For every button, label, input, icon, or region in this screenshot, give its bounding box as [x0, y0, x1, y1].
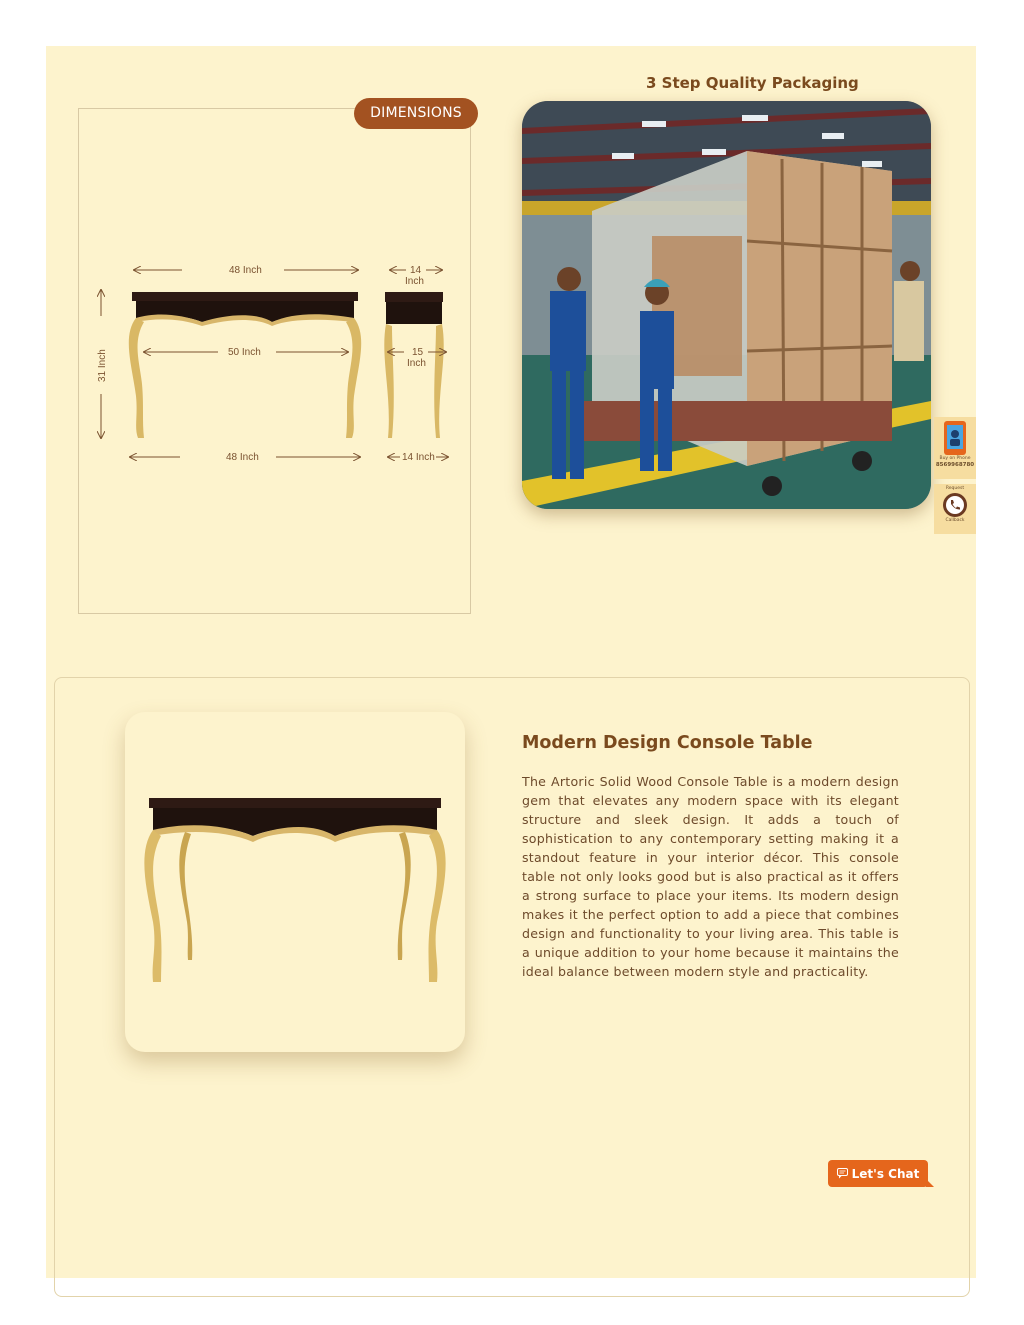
callback-bottom-label: Callback	[945, 518, 965, 523]
product-image	[125, 712, 465, 1052]
buy-on-phone-widget[interactable]	[934, 417, 976, 479]
product-description: The Artoric Solid Wood Console Table is a modern design gem that elevates any modern space with its elegant structure and sleek design. It adds a touch of sophistication to any contemporary setting making it a standout feature in your interior décor. This console table not only looks good but is also practical as it offers a strong surface to place your items. Its modern design makes it the perfect option to add a piece that combines design and functionality to your living area. This table is a unique addition to your home because it maintains the ideal balance between modern style and practicality.	[522, 774, 899, 979]
packaging-photo	[522, 101, 931, 509]
dimensions-badge: DIMENSIONS	[354, 98, 478, 129]
callback-top-label: Request	[945, 486, 965, 491]
front-bottom-width-label: 48 Inch	[226, 452, 259, 463]
front-inner-width-label: 50 Inch	[228, 347, 261, 358]
side-top-depth-label: 14	[410, 265, 422, 276]
page-section	[46, 46, 976, 1278]
height-label: 31 Inch	[97, 349, 108, 382]
phone-icon	[942, 420, 968, 456]
buy-on-phone-label: Buy on Phone	[939, 456, 971, 461]
chat-button-tail	[926, 1179, 934, 1187]
side-mid-depth-label: 15	[412, 347, 424, 358]
side-mid-depth-unit: Inch	[407, 358, 426, 369]
chat-icon	[837, 1168, 848, 1179]
side-top-depth-unit: Inch	[405, 276, 424, 287]
front-top-width-label: 48 Inch	[229, 265, 262, 276]
side-bottom-depth-label: 14 Inch	[402, 452, 435, 463]
phone-number: 8569968780	[935, 462, 975, 468]
lets-chat-button[interactable]	[828, 1160, 928, 1187]
callback-icon	[942, 492, 968, 518]
dimensions-drawing	[92, 256, 452, 476]
packaging-title: 3 Step Quality Packaging	[646, 74, 859, 92]
lets-chat-label: Let's Chat	[851, 1166, 920, 1181]
product-title: Modern Design Console Table	[522, 733, 813, 753]
request-callback-widget[interactable]	[934, 484, 976, 534]
product-card	[54, 677, 970, 1297]
